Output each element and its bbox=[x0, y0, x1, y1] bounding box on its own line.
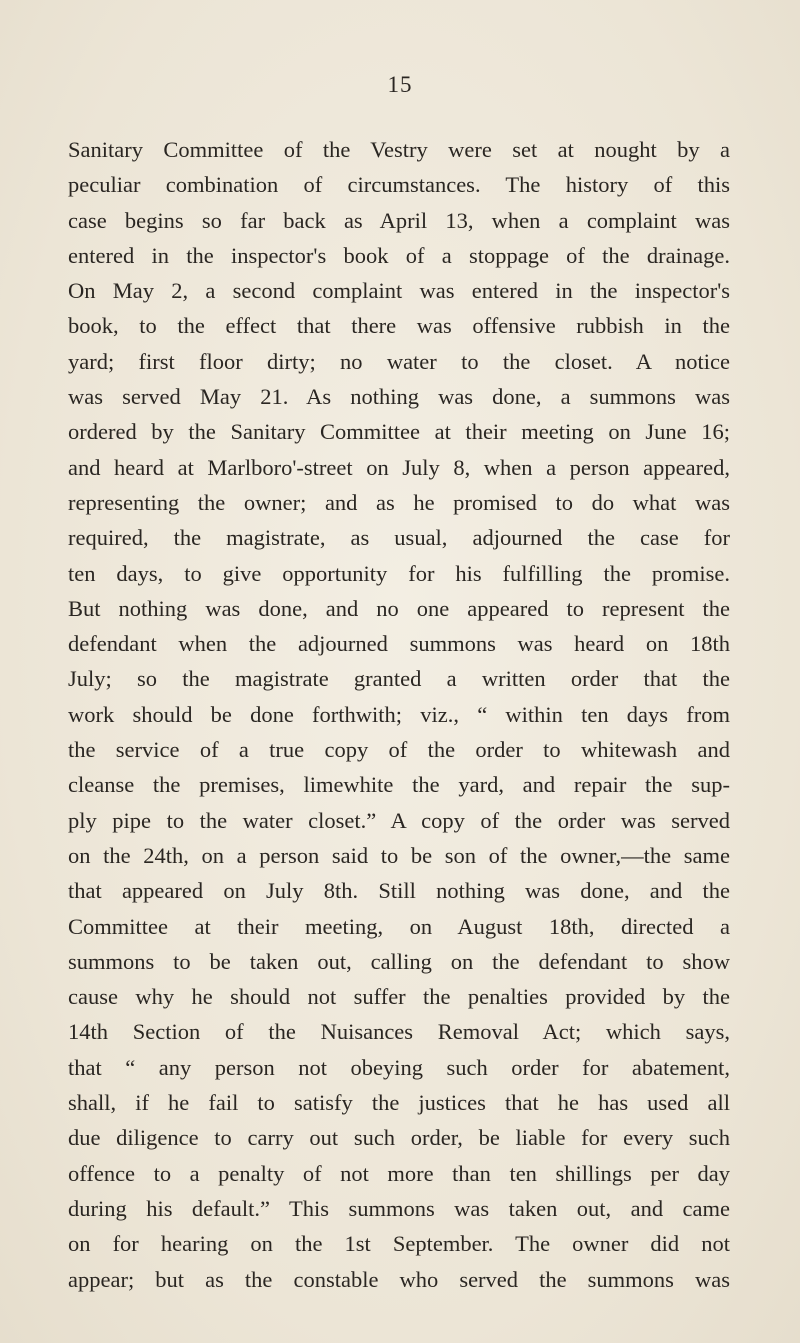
text-line: due diligence to carry out such order, be liable for every such bbox=[68, 1125, 730, 1151]
body-text bbox=[68, 132, 730, 1297]
text-line: that appeared on July 8th. Still nothing was done, and the bbox=[68, 878, 730, 904]
text-line: case begins so far back as April 13, when a complaint was bbox=[68, 207, 730, 233]
text-line: ordered by the Sanitary Committee at their meeting on June 16; bbox=[68, 419, 730, 445]
text-line: ten days, to give opportunity for his fulfilling the promise. bbox=[68, 560, 730, 586]
text-line: defendant when the adjourned summons was heard on 18th bbox=[68, 631, 730, 657]
text-line: shall, if he fail to satisfy the justices that he has used all bbox=[68, 1090, 730, 1116]
text-line: 14th Section of the Nuisances Removal Act; which says, bbox=[68, 1019, 730, 1045]
text-line: book, to the effect that there was offensive rubbish in the bbox=[68, 313, 730, 339]
text-line: peculiar combination of circumstances. The history of this bbox=[68, 172, 730, 198]
text-line: On May 2, a second complaint was entered in the inspector's bbox=[68, 278, 730, 304]
text-line: that “ any person not obeying such order for abatement, bbox=[68, 1054, 730, 1080]
text-line: offence to a penalty of not more than ten shillings per day bbox=[68, 1160, 730, 1186]
text-line: ply pipe to the water closet.” A copy of the order was served bbox=[68, 807, 730, 833]
text-line: summons to be taken out, calling on the defendant to show bbox=[68, 948, 730, 974]
text-line: representing the owner; and as he promised to do what was bbox=[68, 489, 730, 515]
text-line: on the 24th, on a person said to be son of the owner,—the same bbox=[68, 842, 730, 868]
text-line: cause why he should not suffer the penalties provided by the bbox=[68, 984, 730, 1010]
text-line: and heard at Marlboro'-street on July 8, when a person appeared, bbox=[68, 454, 730, 480]
text-line: entered in the inspector's book of a stoppage of the drainage. bbox=[68, 242, 730, 268]
text-line: cleanse the premises, limewhite the yard, and repair the sup- bbox=[68, 772, 730, 798]
text-line: yard; first floor dirty; no water to the closet. A notice bbox=[68, 348, 730, 374]
text-line: required, the magistrate, as usual, adjourned the case for bbox=[68, 525, 730, 551]
text-line: during his default.” This summons was taken out, and came bbox=[68, 1195, 730, 1221]
text-line: appear; but as the constable who served the summons was bbox=[68, 1266, 730, 1292]
text-line: the service of a true copy of the order to whitewash and bbox=[68, 737, 730, 763]
text-line: July; so the magistrate granted a written order that the bbox=[68, 666, 730, 692]
page-number: 15 bbox=[387, 72, 413, 97]
text-line: was served May 21. As nothing was done, a summons was bbox=[68, 384, 730, 410]
text-line: But nothing was done, and no one appeared to represent the bbox=[68, 595, 730, 621]
text-line: Committee at their meeting, on August 18th, directed a bbox=[68, 913, 730, 939]
text-line: on for hearing on the 1st September. The owner did not bbox=[68, 1231, 730, 1257]
text-line: Sanitary Committee of the Vestry were set at nought by a bbox=[68, 137, 730, 162]
text-line: work should be done forthwith; viz., “ within ten days from bbox=[68, 701, 730, 727]
